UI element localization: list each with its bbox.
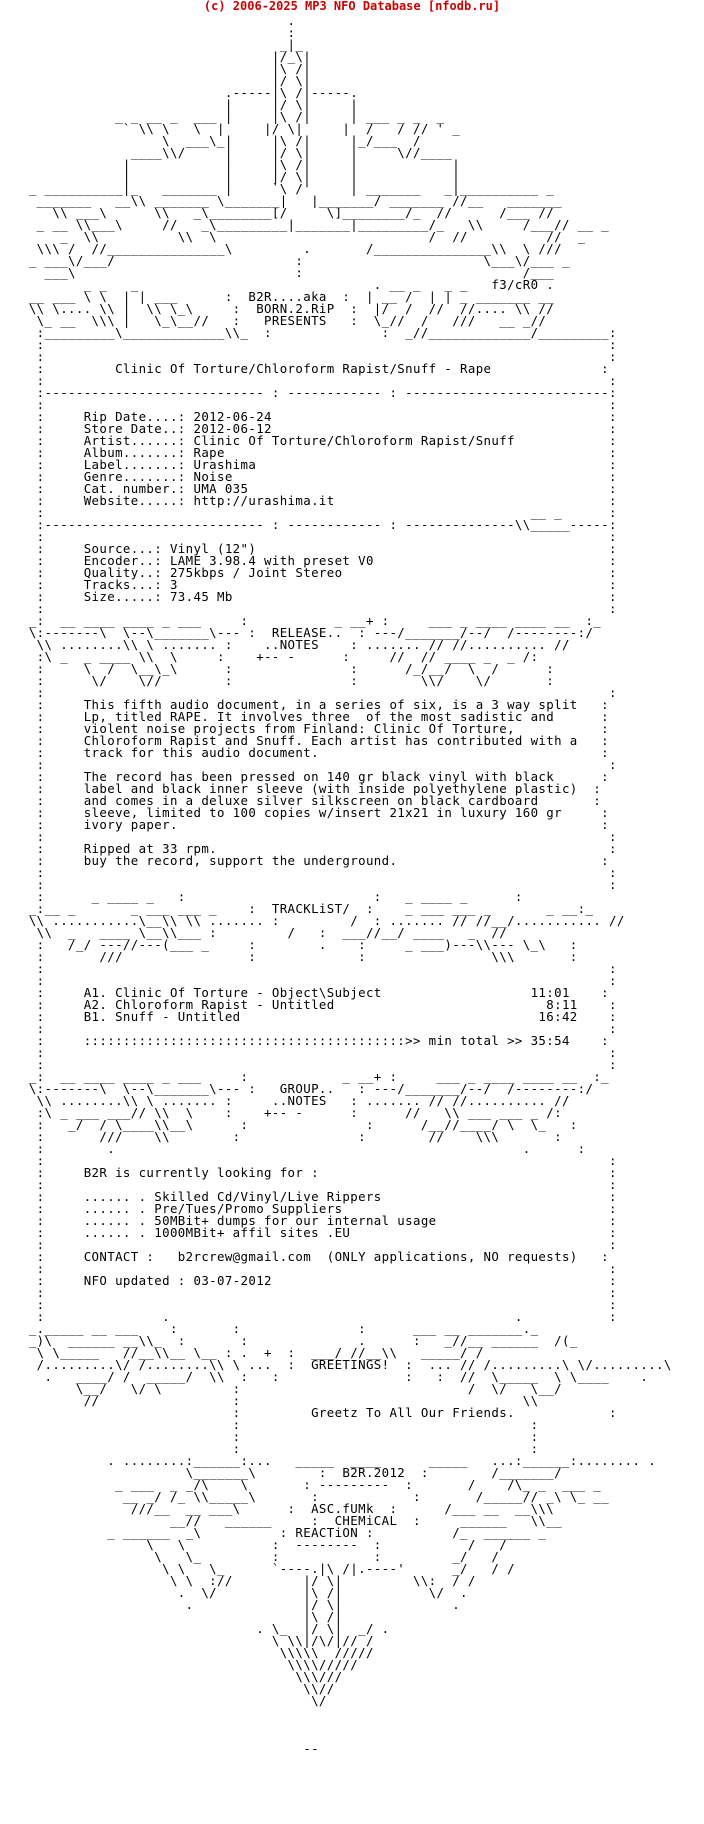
site-header: (c) 2006-2025 MP3 NFO Database [nfodb.ru] [203, 0, 501, 13]
nfo-text: . : _|_ |/_\| |\ /| |/ \| .-----|\ /|-----. | |/ \| | _ _ __ _ ___ | |\ /| | ___ _ _ _ ` \\ \ \ | |/ \| | / / // ' _ \ ___\_| |\ /| |_/___ / ____\\/ | |/ \| | \//____ | | |\ /| | | | | |/ \| | | _ __________|_ _______ | `\ /' | _______ _|__________ _ _______ __\\ _______ \_______| |_______/ _______ //__ _______ \\ ___\ \\ _\________[/ \]________/_ // /___ // _ __ \\___\ // _\_________|_______|_________/_ \\ /___// __ _ _ \\ \\ \ / // // _ \\\ / //_______________\ . /_______________\\ \ /// _ ___\/___/ : \___\/___ _ ___\ : /___ _ _ _ . __ _ _ _ f3/cR0 . __ ___ \ \ | | ___ : B2R....aka : | __ / | | _ _______ __ \\ \.... \\ | \\ \_\ : BORN.2.RiP : |/ / // //.... \\ // \_ __ \\\ | \_\__// : PRESENTS : \_// / /// __ _// :_________\_____________\\_ : : _//_____________/_________: : : : : : Clinic Of Torture/Chloroform Rapist/Snuff - Rape : : : :---------------------------- : ------------ : --------------------------: : : : Rip Date....: 2012-06-24 : : Store Date..: 2012-06-12 : : Artist......: Clinic Of Torture/Chloroform Rapist/Snuff : : Album.......: Rape : : Label.......: Urashima : : Genre.......: Noise : : Cat. number.: UMA 035 : : Website.....: http://urashima.it : : __ _ : :---------------------------- : ------------ : --------------\\_____-----: : : : Source...: Vinyl (12") : : Encoder..: LAME 3.98.4 with preset V0 : : Quality..: 275kbps / Joint Stereo : : Tracks...: 3 : : Size.....: 73.45 Mb : : : _: __ ____ ____ _ ___ : _ __+ : ___ _ ____ ____ __ :_ \:-------\ \--\_______\--- : RELEASE.. : ---/_______/--/ /--------:/ \\ ........\\ \ ....... : ..NOTES : ....... // //.......... // :\ _ _ ____ \\ \ : +-- - : // // ____ _ _ /: : \ / \__\_\ : : /_/__/ \ / : : \/ \// : : \\/ \/ : : : : This fifth audio document, in a series of six, is a 3 way split : : Lp, titled RAPE. It involves three of the most sadistic and : : violent noise projects from Finland: Clinic Of Torture, : : Chloroform Rapist and Snuff. Each artist has contributed with a : : track for this audio document. : : : : The record has been pressed on 140 gr black vinyl with black : : label and black inner sleeve (with inside polyethylene plastic) : : and comes in a deluxe silver silkscreen on black cardboard : : sleeve, limited to 100 copies w/insert 21x21 in luxury 160 gr : : ivory paper. : : : : Ripped at 33 rpm. : : buy the record, support the underground. : : : : : : _ ____ _ : : _ ____ _ : _:__ _ _ ___ ___ _ : TRACKLiST/ : _ ___ ___ _ _ __:_ \\ ...........\__\\ \\ ....... : / : ....... // //__/........... // \\ _ ____ \__\\___ : / : ___//__/ ____ _ // : /_/ ---//---(___ _ : . : _ ___)---\\--- \_\ : : /// : : \\\ : : : : : : A1. Clinic Of Torture - Object\Subject 11:01 : : A2. Chloroform Rapist - Untitled 8:11 : : B1. Snuff - Untitled 16:42 : : : : :::::::::::::::::::::::::::::::::::::::::>> min total >> 35:54 : : : : : _: __ ____ ____ _ ___ : _ __+ : ___ _ ____ ____ __ :_ \:-------\ \--\_______\--- : GROUP.. : ---/_______/--/ /--------:/ \\ ........\\ \ ....... : ..NOTES : ....... // //.......... // :\ _ ___ ___// \\ \ : +-- - : // \\ ___ ___ _ /: : _/ / \____\\__\ : : /__//____/ \ \_ : : /// \\ : : // \\\ : : . . : : : : B2R is currently looking for : : : : : ...... . Skilled Cd/Vinyl/Live Rippers : : ...... . Pre/Tues/Promo Suppliers : : ...... . 50MBit+ dumps for our internal usage : : ...... . 1000MBit+ affil sites .EU : : : : CONTACT : b2rcrew@gmail.com (ONLY applications, NO requests) : : : : NFO updated : 03-07-2012 : : : : : : . . : _._____ __ ___ : : : ___ __ _______._ _)\ ______ __\\_ : : . : _//__ ______ /(_ \ \_____ //__\\__ \__ : . + : ___/ //__\\ _____/ / /.........\/ /........\\ \ ... : GREETINGS! : ... // /.........\ \/.........\ . ____/ / _____/ \\ : : : : // \_____ \ \____ . \__/ \/ \ : / \/ \__/ // : \\ : Greetz To All Our Friends. : : : : : : : . ........:______:... _____ ____ _____ ...:______:........ . \_______\ : B2R.2012 : /_______/ _ ___ _ _/\ \ : --------- : / /\_ _ ___ _ __ _/ /_ \\_____\ : : /_____// _\ \_ __ ///__ __ ___\ : ASC.fUMk : /___ __ __\\\ __// ______ : CHEMiCAL : ______ \\__ _ ______ _\ : REACTiON : /_ ______ _ \ \ : -------- : / / \ \_ : : _/ / \ \ \_ `----.|\ /|.----' _/ / / \ \ :// |/ \| \\: / / . \/ |\ /| \/ . . |/ \| . |\ /| . \_ |/ \| _/ . \ \\|/\/|// / \\\\\ ///// \\\\///// \\\/// \\// \/ -- [28, 13, 672, 1756]
